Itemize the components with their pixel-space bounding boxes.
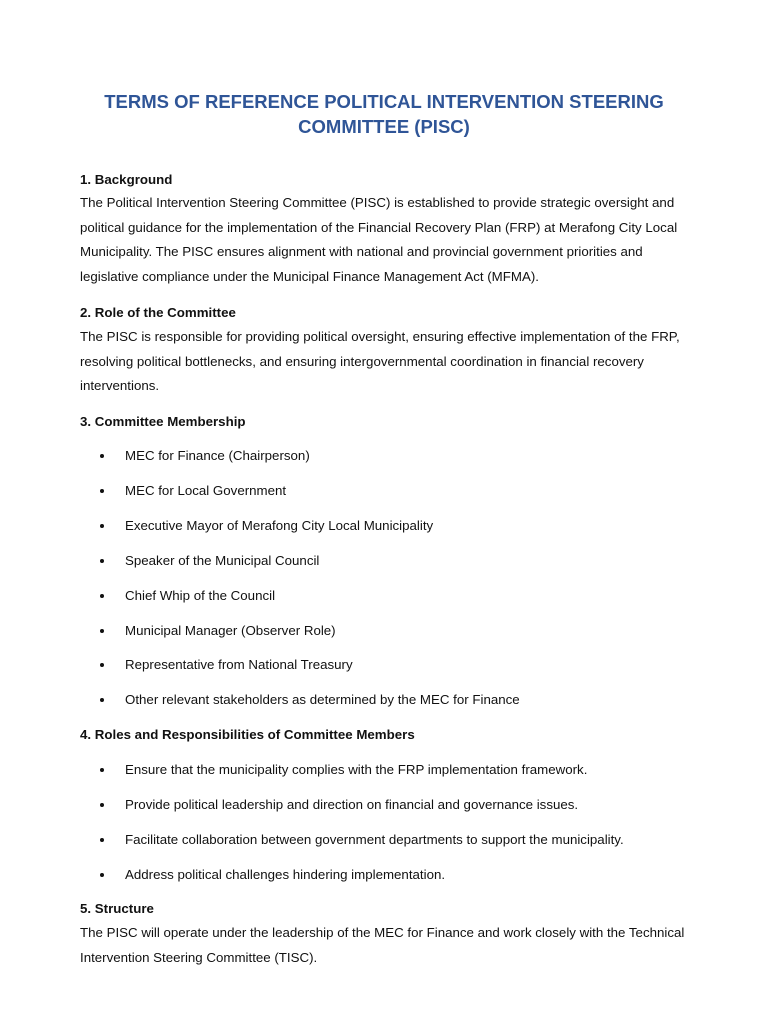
bullet-icon xyxy=(100,803,104,807)
bullet-icon xyxy=(100,489,104,493)
section-heading-responsibilities: 4. Roles and Responsibilities of Committee Members xyxy=(80,727,415,742)
bullet-icon xyxy=(100,698,104,702)
bullet-icon xyxy=(100,559,104,563)
section-body-role: The PISC is responsible for providing political oversight, ensuring effective implementation of the FRP, resolving political bottlenecks, and ensuring intergovernmental coordination in financial recovery interventions. xyxy=(80,329,680,393)
bullet-icon xyxy=(100,594,104,598)
bullet-icon xyxy=(100,663,104,667)
section-heading-membership: 3. Committee Membership xyxy=(80,414,246,429)
section-heading-role: 2. Role of the Committee xyxy=(80,305,236,320)
bullet-icon xyxy=(100,873,104,877)
bullet-icon xyxy=(100,524,104,528)
bullet-icon xyxy=(100,838,104,842)
bullet-icon xyxy=(100,454,104,458)
document-title: TERMS OF REFERENCE POLITICAL INTERVENTION STEERING COMMITTEE (PISC) xyxy=(104,91,664,137)
section-body-background: The Political Intervention Steering Committee (PISC) is established to provide strategic oversight and political guidance for the implementation of the Financial Recovery Plan (FRP) at Merafong City Local Municipality. The PISC ensures alignment with national and provincial government priorities and legislative compliance under the Municipal Finance Management Act (MFMA). xyxy=(80,195,678,284)
section-body-structure: The PISC will operate under the leadership of the MEC for Finance and work closely with the Technical Intervention Steering Committee (TISC). xyxy=(80,925,685,965)
bullet-icon xyxy=(100,629,104,633)
document-page: TERMS OF REFERENCE POLITICAL INTERVENTION STEERING COMMITTEE (PISC) 1. Background The Political Intervention Steering Committee (PISC) is established to provide strategic oversight and political guidance for the implementation of the Financial Recovery Plan (FRP) at Merafong City Local Municipality. The PISC ensures alignment with national and provincial government priorities and legislative compliance under the Municipal Finance Management Act (MFMA). 2. Role of the Committee The PISC is responsible for providing political oversight, ensuring effective implementation of the FRP, resolving political bottlenecks, and ensuring intergovernmental coordination in financial recovery interventions. 3. Committee Membership MEC for Finance (Chairperson) MEC for Local Government Executive Mayor of Merafong City Local Municipality Speaker of the Municipal Council Chief Whip of the Council Municipal Manager (Observer Role) Representative from National Treasury Other relevant stakeholders as determined by the MEC for Finance 4. Roles and Responsibilities of Committee Members Ensure that the municipality complies with the FRP implementation framework. Provide political leadership and direction on financial and governance issues. Facilitate collaboration between government departments to support the municipality. Address political challenges hindering implementation. 5. Structure The PISC will operate under the leadership of the MEC for Finance and work closely with the Technical Intervention Steering Committee (TISC). xyxy=(0,0,768,1024)
bullet-icon xyxy=(100,768,104,772)
section-heading-background: 1. Background xyxy=(80,172,173,187)
section-heading-structure: 5. Structure xyxy=(80,901,154,916)
